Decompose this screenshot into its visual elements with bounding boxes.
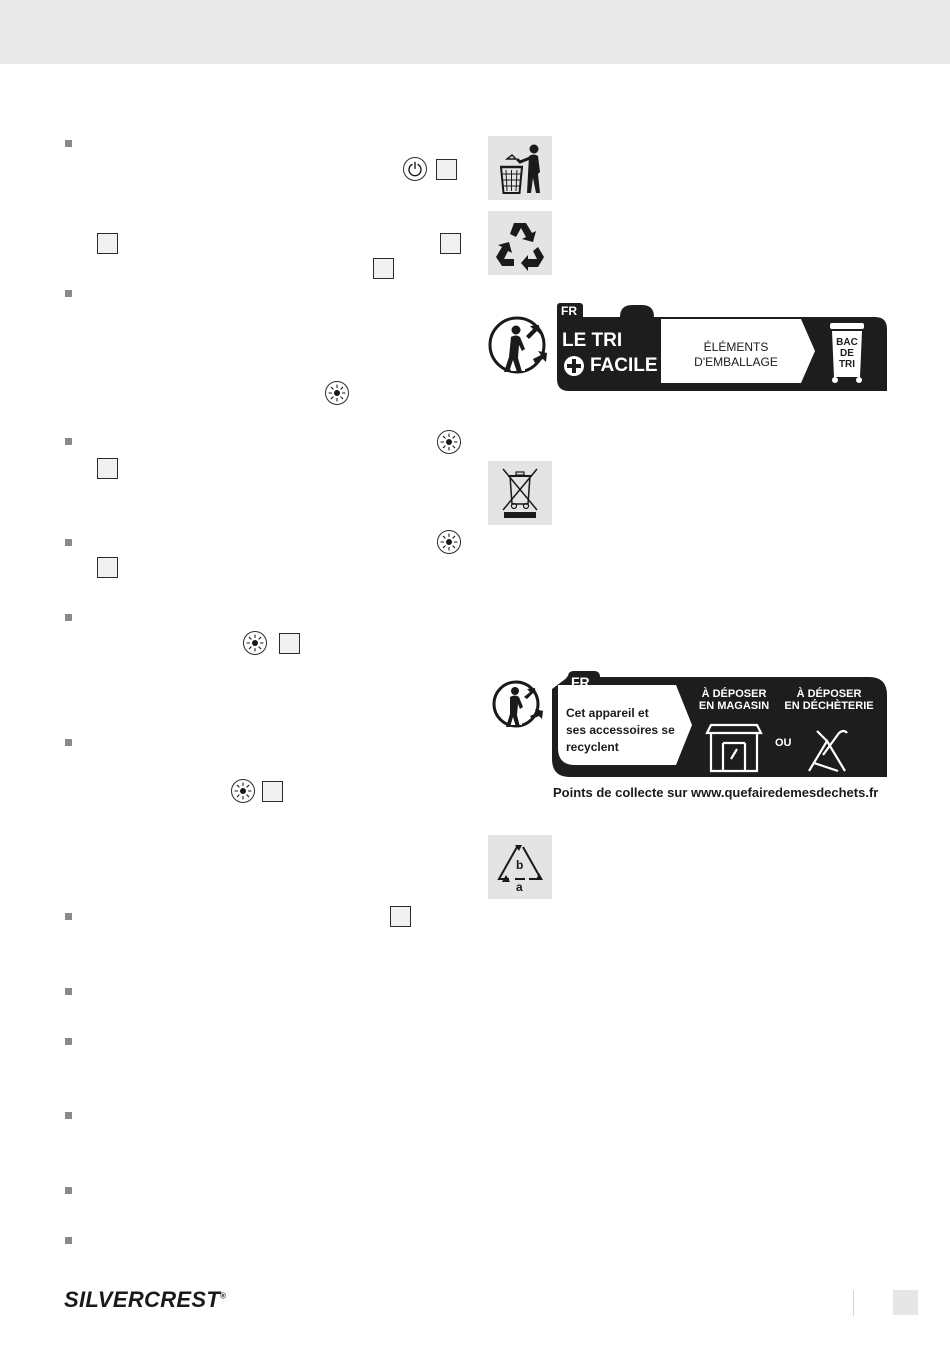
device-region: FR <box>571 674 590 690</box>
bullet-marker <box>65 438 72 445</box>
header-band <box>0 0 950 64</box>
triman-category-line2: D'EMBALLAGE <box>694 355 778 369</box>
dump-label-line1: À DÉPOSER <box>796 688 862 700</box>
triman-category-line1: ÉLÉMENTS <box>703 340 769 354</box>
page-number-box <box>893 1290 918 1315</box>
triman-region: FR <box>561 304 577 318</box>
bullet-marker <box>65 290 72 297</box>
bullet-marker <box>65 988 72 995</box>
reference-box <box>97 458 118 479</box>
device-text-line2: ses accessoires se <box>566 723 675 737</box>
bin-label-1: BAC <box>836 337 858 348</box>
recycling-code-top: b <box>516 858 524 872</box>
bullet-marker <box>65 1187 72 1194</box>
triman-device-label <box>487 671 887 783</box>
bullet-marker <box>65 739 72 746</box>
power-icon <box>403 157 427 181</box>
reference-box <box>390 906 411 927</box>
bin-label-2: DE <box>840 348 854 359</box>
reference-box <box>436 159 457 180</box>
device-text-line3: recyclent <box>566 740 619 754</box>
bullet-marker <box>65 614 72 621</box>
reference-box <box>373 258 394 279</box>
recycling-code-bottom: a <box>516 880 523 894</box>
reference-box <box>440 233 461 254</box>
bullet-marker <box>65 539 72 546</box>
dump-label-line2: EN DÉCHÈTERIE <box>784 700 874 712</box>
litter-bin-icon <box>488 136 552 200</box>
or-label: OU <box>775 737 792 749</box>
reference-box <box>262 781 283 802</box>
bin-label-3: TRI <box>838 359 856 370</box>
bullet-marker <box>65 140 72 147</box>
silvercrest-logo: SILVERCREST® <box>64 1287 227 1312</box>
reference-box <box>97 557 118 578</box>
triman-line2: FACILE <box>590 355 658 376</box>
light-icon <box>325 381 349 405</box>
collection-points-text: Points de collecte sur www.quefairedemesdechets.fr <box>553 785 879 800</box>
triman-line1: LE TRI <box>562 330 623 351</box>
light-icon <box>437 430 461 454</box>
bullet-marker <box>65 1038 72 1045</box>
bullet-marker <box>65 1237 72 1244</box>
light-icon <box>243 631 267 655</box>
reference-box <box>279 633 300 654</box>
light-icon <box>231 779 255 803</box>
light-icon <box>437 530 461 554</box>
store-label-line2: EN MAGASIN <box>698 700 770 712</box>
device-text-line1: Cet appareil et <box>566 706 649 720</box>
recycle-icon <box>488 211 552 275</box>
bullet-marker <box>65 913 72 920</box>
reference-box <box>97 233 118 254</box>
recycling-code-icon <box>488 835 552 899</box>
weee-crossed-bin-icon <box>488 461 552 525</box>
footer-divider <box>853 1290 854 1316</box>
triman-packaging-label <box>487 301 887 393</box>
bullet-marker <box>65 1112 72 1119</box>
store-label-line1: À DÉPOSER <box>701 688 767 700</box>
triman-icon <box>490 318 547 372</box>
